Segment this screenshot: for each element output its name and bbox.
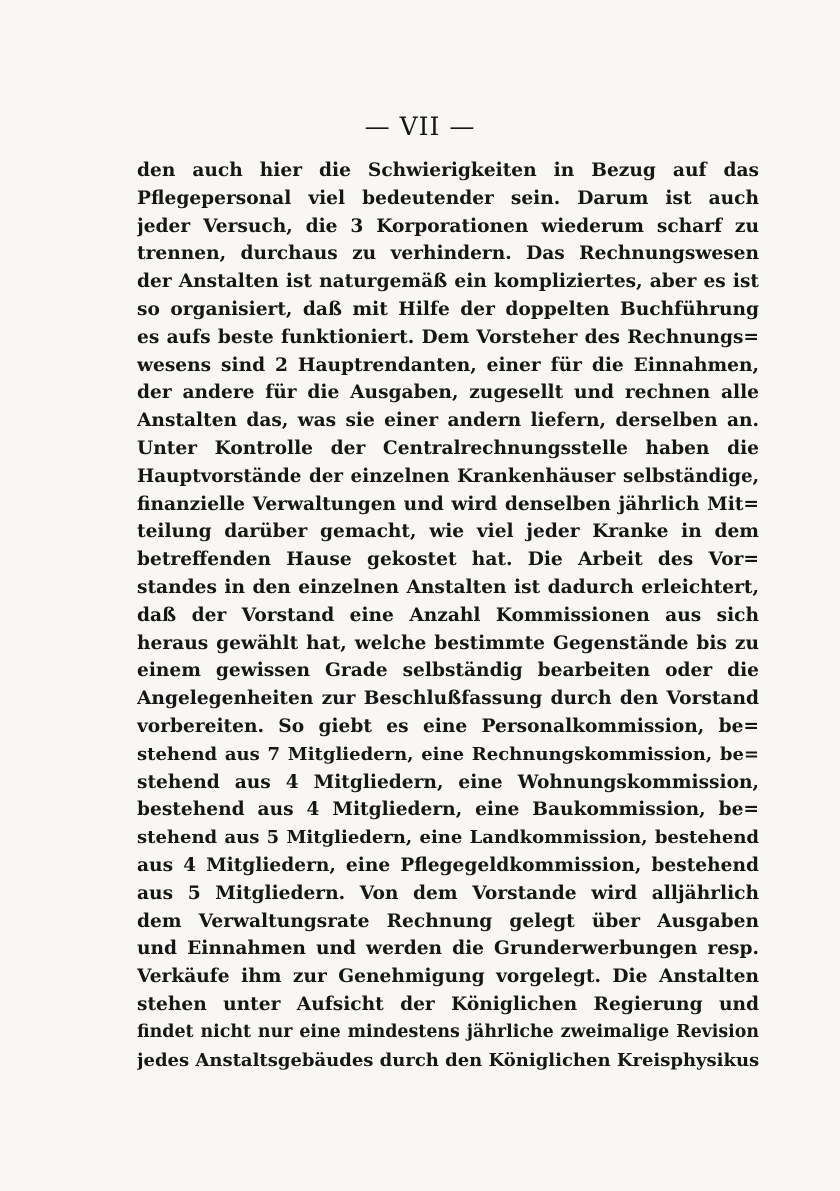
text-line: so organisiert, daß mit Hilfe der doppelten Buchführung — [137, 298, 759, 320]
text-line: Verkäufe ihm zur Genehmigung vorgelegt. Die Anstalten — [137, 966, 759, 988]
text-line: teilung darüber gemacht, wie viel jeder Kranke in dem — [137, 521, 759, 543]
text-line: finanzielle Verwaltungen und wird denselben jährlich Mit= — [137, 493, 759, 515]
text-line: betreffenden Hause gekostet hat. Die Arbeit des Vor= — [137, 549, 759, 571]
text-line: stehend aus 4 Mitgliedern, eine Wohnungskommission, — [137, 771, 759, 793]
text-line: aus 4 Mitgliedern, eine Pflegegeldkommission, bestehend — [137, 854, 759, 876]
text-line: den auch hier die Schwierigkeiten in Bezug auf das — [137, 160, 759, 181]
text-line: Pflegepersonal viel bedeutender sein. Darum ist auch — [137, 187, 759, 209]
text-line: daß der Vorstand eine Anzahl Kommissionen aus sich — [137, 604, 759, 626]
text-line: Unter Kontrolle der Centralrechnungsstelle haben die — [137, 437, 759, 459]
text-line: jeder Versuch, die 3 Korporationen wiederum scharf zu — [137, 215, 759, 237]
page-number: — VII — — [364, 112, 476, 141]
text-line: aus 5 Mitgliedern. Von dem Vorstande wird alljährlich — [137, 882, 759, 904]
text-line: es aufs beste funktioniert. Dem Vorsteher des Rechnungs= — [137, 326, 759, 348]
text-line: und Einnahmen und werden die Grunderwerbungen resp. — [137, 938, 759, 960]
text-line: bestehend aus 4 Mitgliedern, eine Baukommission, be= — [137, 799, 759, 821]
text-line: wesens sind 2 Hauptrendanten, einer für die Einnahmen, — [137, 354, 759, 376]
text-line: trennen, durchaus zu verhindern. Das Rechnungswesen — [137, 243, 759, 265]
text-line: findet nicht nur eine mindestens jährliche zweimalige Revision — [137, 1021, 759, 1042]
text-line: stehen unter Aufsicht der Königlichen Regierung und — [137, 993, 759, 1015]
text-line: Angelegenheiten zur Beschlußfassung durch den Vorstand — [137, 688, 759, 710]
text-line: stehend aus 7 Mitgliedern, eine Rechnungskommission, be= — [137, 743, 759, 765]
body-text — [137, 157, 759, 1074]
text-line: standes in den einzelnen Anstalten ist dadurch erleichtert, — [137, 576, 759, 598]
text-line: der andere für die Ausgaben, zugesellt und rechnen alle — [137, 382, 759, 404]
text-line: jedes Anstaltsgebäudes durch den Königlichen Kreisphysikus — [137, 1049, 759, 1071]
text-line: einem gewissen Grade selbständig bearbeiten oder die — [137, 660, 759, 682]
text-line: stehend aus 5 Mitgliedern, eine Landkommission, bestehend — [137, 827, 759, 849]
text-line: vorbereiten. So giebt es eine Personalkommission, be= — [137, 715, 759, 737]
text-line: Anstalten das, was sie einer andern liefern, derselben an. — [137, 410, 759, 432]
text-line: heraus gewählt hat, welche bestimmte Gegenstände bis zu — [137, 632, 759, 654]
text-line: dem Verwaltungsrate Rechnung gelegt über Ausgaben — [137, 910, 759, 932]
text-line: Hauptvorstände der einzelnen Krankenhäuser selbständige, — [137, 465, 759, 487]
text-line: der Anstalten ist naturgemäß ein kompliziertes, aber es ist — [137, 271, 759, 293]
